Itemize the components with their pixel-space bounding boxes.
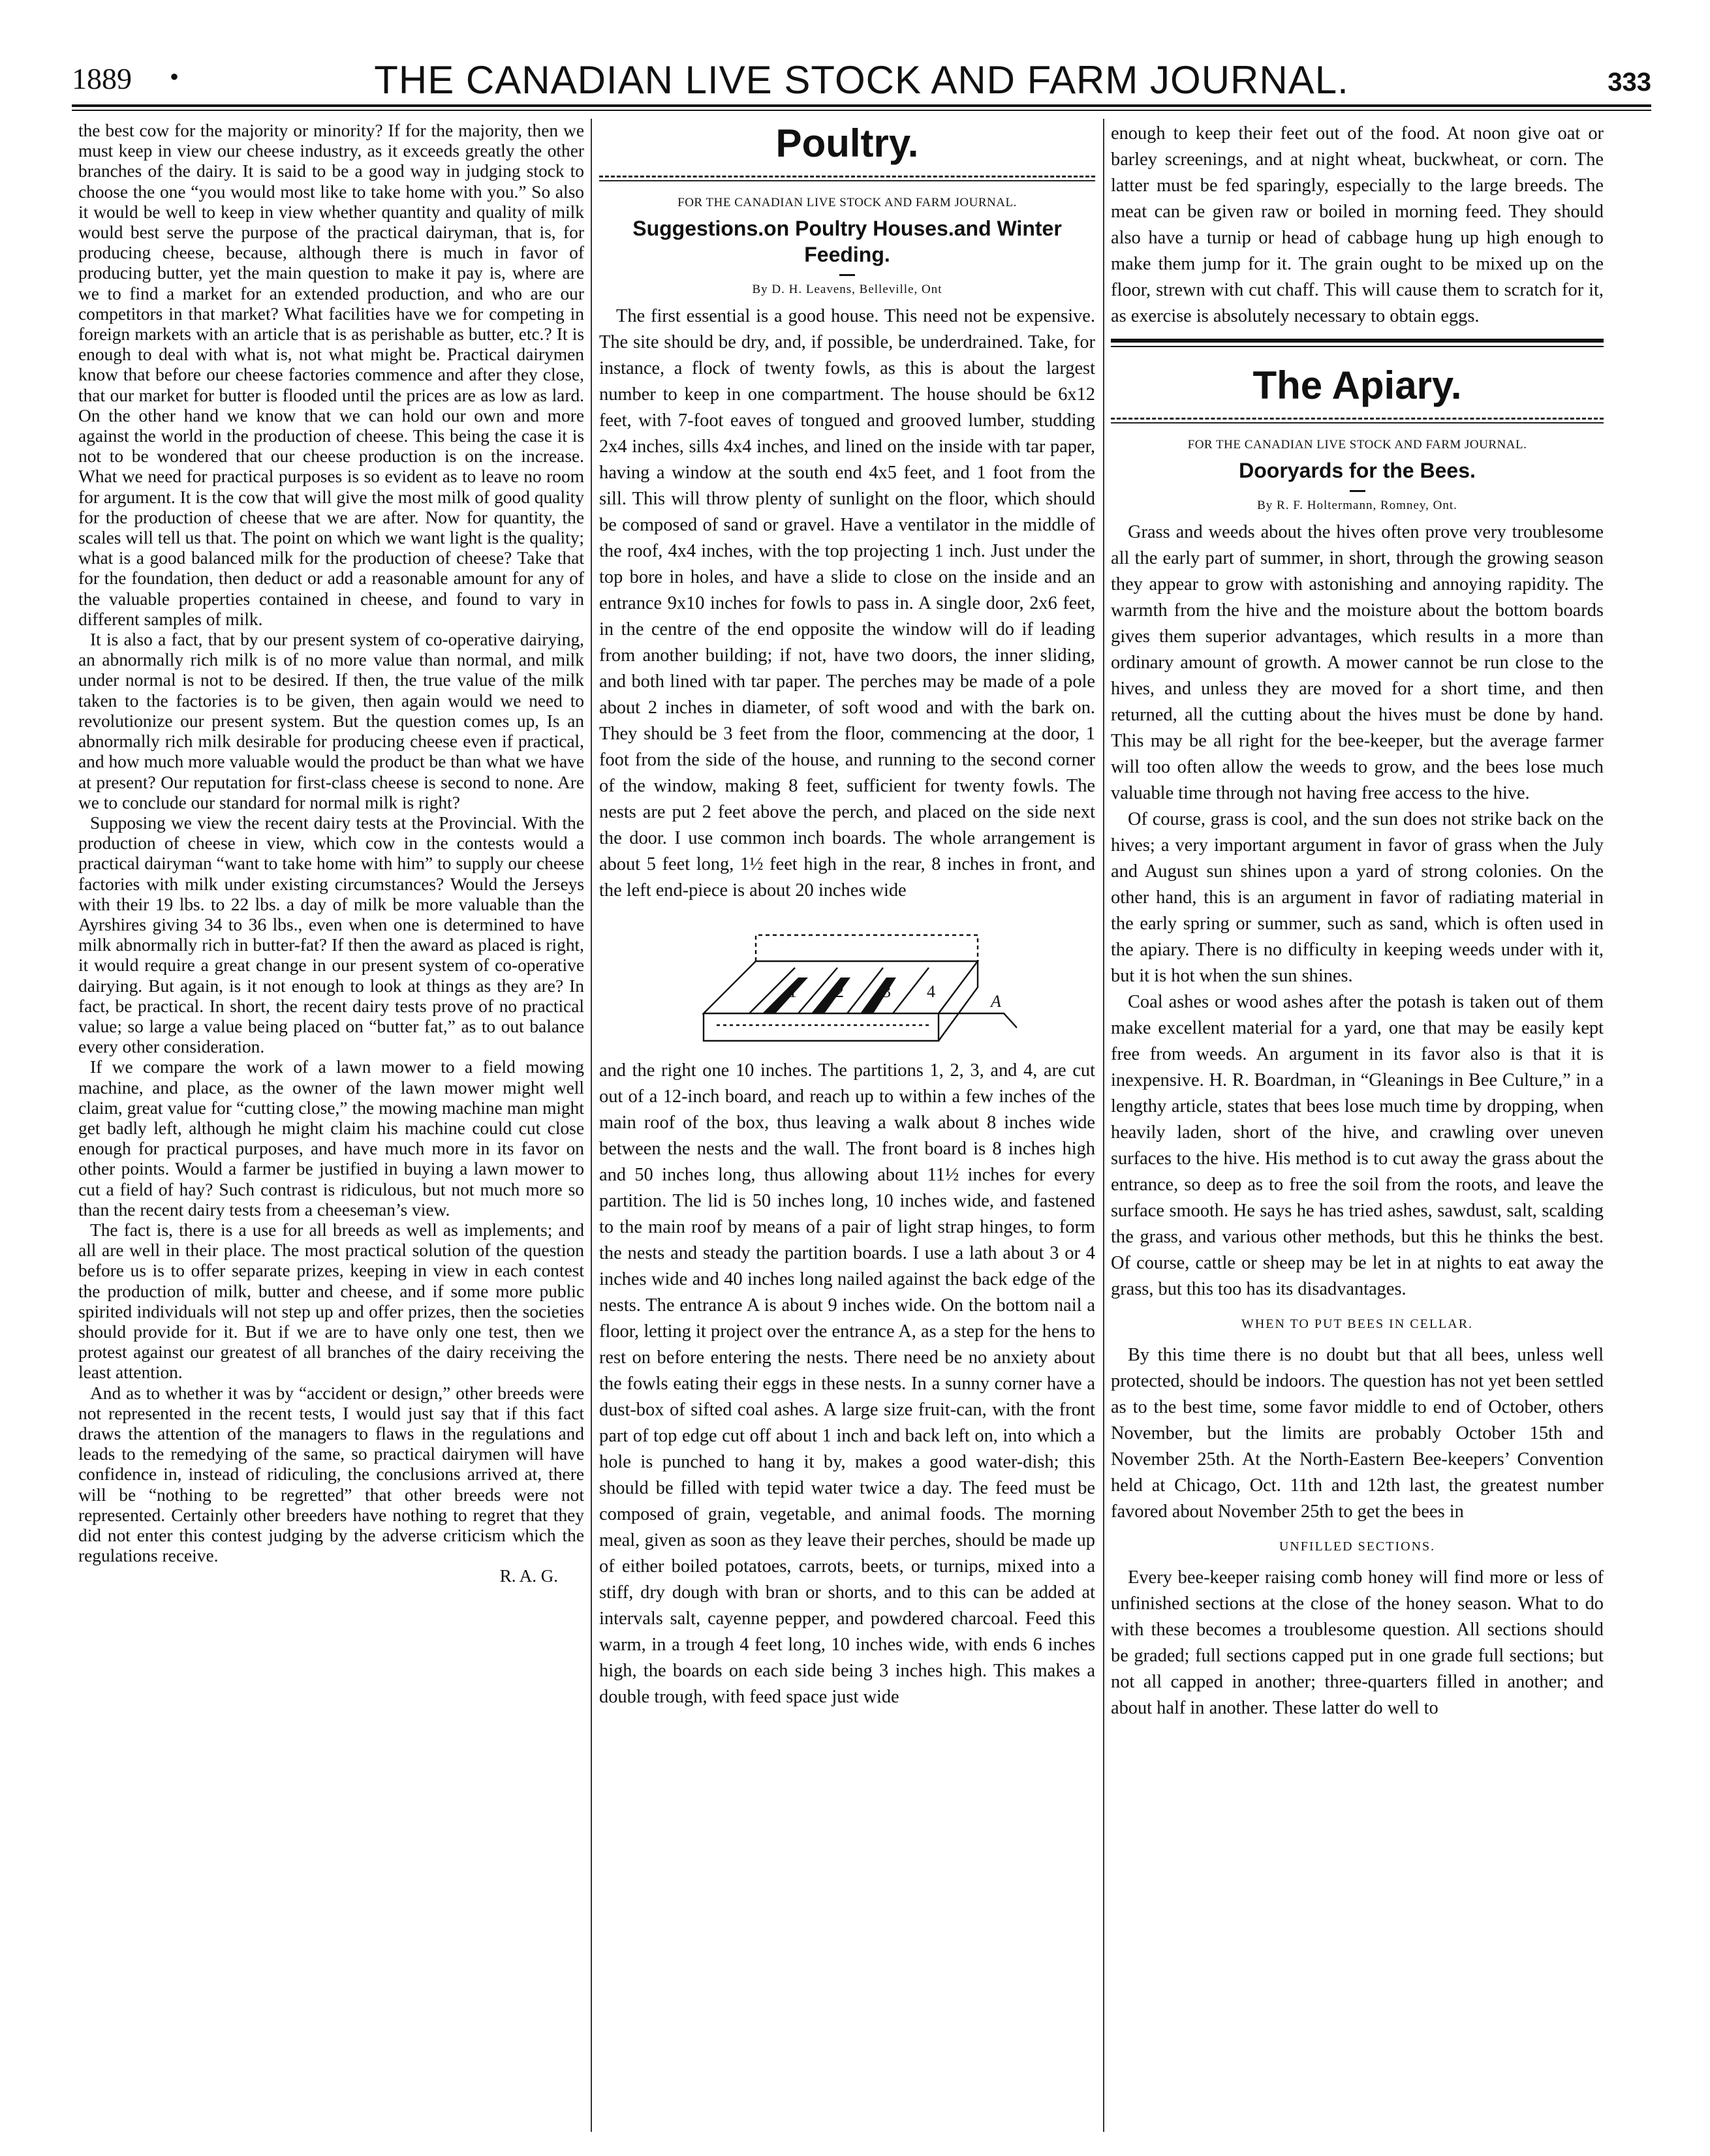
section-title-apiary: The Apiary.	[1252, 363, 1462, 407]
figure-label-2: 2	[835, 982, 844, 1001]
left-column	[78, 121, 584, 2131]
section-rule	[1111, 418, 1604, 424]
poultry-paragraph: The first essential is a good house. This need not be expensive. The site should be dry, and, if possible, be underdrained. Take, for instance, a flock of twenty fowls, as this is about the largest number to keep in one compartment. The house should be 6x12 feet, with 7-foot eaves of tongued and grooved lumber, studding 2x4 inches, sills 4x4 inches, and lined on the inside with tar paper, having a window at the south end 4x5 feet, and 1 foot from the sill. This will throw plenty of sunlight on the floor, which should be composed of sand or gravel. Have a ventilator in the middle of the roof, 4x4 inches, with the top projecting 1 inch. Just under the top bore in holes, and have a slide to close on the inside and an entrance 9x10 inches for fowls to pass in. A single door, 2x6 feet, in the centre of the end opposite the window will do if leading from another building; if not, have two doors, the inner sliding, and both lined with tar paper. The perches may be made of a pole about 2 inches in diameter, of soft wood and with the bark on. They should be 3 feet from the floor, commencing at the door, 1 foot from the side of the house, and running to the second corner of the window, making 8 feet, sufficient for twenty fowls. The nests are put 2 feet above the perch, and placed on the side next the door. I use common inch boards. The whole arrangement is about 5 feet long, 1½ feet high in the rear, 8 inches in front, and the left end-piece is about 20 inches wide	[599, 306, 1095, 901]
dairy-paragraph: It is also a fact, that by our present system of co-operative dairying, an abnormally rich milk is of no more value than normal, and milk under normal is not to be desired. If then, the true value of the milk taken to the factories is to be given, then again would we need to revolutionize our present system. But the question comes up, Is an abnormally rich milk desirable for producing cheese even if practical, and how much more valuable would the product be than what we have at present? Our reputation for first-class cheese is second to none. Are we to conclude our standard for normal milk is right?	[78, 630, 584, 812]
section-rule	[599, 176, 1095, 181]
apiary-paragraph: Every bee-keeper raising comb honey will find more or less of unfinished sections at the close of the honey season. What to do with these becomes a troublesome question. All sections should be graded; full sections capped put in one grade full sections; but not all capped in another; three-quarters filled in another; and about half in another. These latter do well to	[1111, 1567, 1604, 1718]
title-dash	[839, 274, 855, 276]
source-line: FOR THE CANADIAN LIVE STOCK AND FARM JOURNAL.	[677, 196, 1017, 209]
journal-title: THE CANADIAN LIVE STOCK AND FARM JOURNAL.	[374, 58, 1349, 102]
masthead-rule	[72, 104, 1651, 111]
article-title: Suggestions.on Poultry Houses.and Winter Feeding.	[632, 217, 1062, 266]
figure-label-4: 4	[927, 982, 935, 1001]
dairy-paragraph: Supposing we view the recent dairy tests at the Provincial. With the production of cheese in view, which cow in the contests would a practical dairyman “want to take home with him” to supply our cheese factories with milk under existing circumstances? Would the Jerseys with their 19 lbs. to 22 lbs. a day of milk be more valuable than the Ayrshires giving 34 to 36 lbs., even when one is determined to have milk abnormally rich in butter-fat? If then the award as placed is right, it would require a great change in our present system of co-operative dairying. But again, is it not enough to look at things as they are? In fact, be practical. In short, the recent dairy tests prove of no practical value; so large a value being placed on “butter fat,” as to out balance every other consideration.	[78, 812, 584, 1057]
article-signature: R. A. G.	[499, 1566, 558, 1586]
source-line: FOR THE CANADIAN LIVE STOCK AND FARM JOURNAL.	[1187, 438, 1527, 452]
dairy-paragraph: The fact is, there is a use for all breeds as well as implements; and all are well in their place. The most practical solution of the question before us is to offer separate prizes, keeping in view in each contest the production of milk, butter and cheese, and if some more public spirited individuals will not step up and offer prizes, then the societies should provide for it. But if we are to have only one test, then we protest against our greatest of all branches of the dairy receiving the least attention.	[78, 1220, 584, 1383]
article-title: Dooryards for the Bees.	[1239, 459, 1476, 482]
figure-label-3: 3	[882, 982, 891, 1001]
masthead	[72, 46, 1651, 104]
bullet-mark: •	[170, 62, 179, 91]
column-divider	[1103, 119, 1104, 2132]
dairy-paragraph: If we compare the work of a lawn mower to a field mowing machine, and place, as the owner of the lawn mower might well claim, great value for “cutting close,” the mowing machine man might get badly left, although he might claim his machine could cut close enough for practical purposes, and have much more in its favor on other points. Would a farmer be justified in buying a lawn mower to cut a field of hay? Such contrast is ridiculous, but not much more so than the recent dairy tests from a cheeseman’s view.	[78, 1057, 584, 1220]
poultry-continued-paragraph: enough to keep their feet out of the food. At noon give oat or barley screenings, and at night wheat, buckwheat, or corn. The latter must be fed sparingly, especially to the large breeds. The meat can be given raw or boiled in morning feed. They should also have a turnip or head of cabbage hung up high enough to make them jump for it. The grain ought to be mixed up on the floor, strewn with cut chaff. This will cause them to scratch for it, as exercise is absolutely necessary to obtain eggs.	[1111, 123, 1604, 326]
dairy-paragraph: the best cow for the majority or minority? If for the majority, then we must keep in view our cheese industry, as it exceeds greatly the other branches of the dairy. It is said to be a good way in judging stock to choose the one “you would most like to take home with you.” So also it would be well to keep in view whether quantity and quality of milk would best serve the purpose of the practical dairyman, that is, for producing cheese, because, although there is much in favor of producing butter, yet the main question to make it pay is, where are we to find a market for an extended production, and who are our competitors in that market? What facilities have we for competing in foreign markets with an article that is as perishable as butter, etc.? It is enough to deal with what is, not what might be. Practical dairymen know that before our cheese factories commence and after they close, that our market for butter is flooded until the prices are as low as lard. On the other hand we know that we can hold our own and more against the world in the production of cheese. This being the case it is not to be wondered that our cheese production is on the increase. What we need for practical purposes is so evident as to leave no room for argument. It is the cow that will give the most milk of good quality for the production of cheese that we are after. Now for quantity, the scales will tell us that. The point on which we want light is the quality; what is a good balanced milk for the production of cheese? Take that for the foundation, then deduct or add a reasonable amount for any of the valuable properties contained in cheese, and found to vary in different samples of milk.	[78, 121, 584, 629]
apiary-paragraph: Grass and weeds about the hives often prove very troublesome all the early part of summer, in short, through the growing season they appear to grow with astonishing and annoying rapidity. The warmth from the hive and the moisture about the bottom boards gives them superior advantages, which results in a more than ordinary amount of growth. A mower cannot be run close to the hives, and unless they are moved for a short time, and then returned, all the cutting about the hives must be done by hand. This may be all right for the bee-keeper, but the average farmer will too often allow the weeds to grow, and the bees lose much valuable time through not having free access to the hive.	[1111, 522, 1604, 803]
middle-column	[599, 121, 1095, 2131]
subheading: UNFILLED SECTIONS.	[1279, 1539, 1436, 1554]
byline: By D. H. Leavens, Belleville, Ont	[752, 283, 942, 296]
figure-label-a: A	[991, 992, 1001, 1011]
issue-year: 1889	[72, 62, 132, 95]
page-number: 333	[1608, 68, 1651, 97]
section-title-poultry: Poultry.	[775, 121, 919, 165]
dairy-paragraph: And as to whether it was by “accident or design,” other breeds were not represented in the recent tests, I would just say that if this fact draws the attention of the managers to flaws in the regulations and leads to the remedying of the same, so practical dairymen will have confidence in, instead of ridiculing, the conclusions arrived at, there will be “nothing to be regretted” that other breeds were not represented. Certainly other breeders have nothing to regret that they did not enter this contest judging by the adverse criticism which the regulations receive.	[78, 1383, 584, 1566]
byline: By R. F. Holtermann, Romney, Ont.	[1257, 499, 1457, 512]
subheading: WHEN TO PUT BEES IN CELLAR.	[1241, 1317, 1474, 1331]
nest-box-illustration	[664, 916, 1030, 1046]
section-rule	[1111, 339, 1604, 347]
poultry-paragraph: and the right one 10 inches. The partitions 1, 2, 3, and 4, are cut out of a 12-inch board, and reach up to within a few inches of the main roof of the box, thus leaving a walk about 8 inches wide between the nests and the wall. The front board is 8 inches high and 50 inches long, thus allowing about 11½ inches for every partition. The lid is 50 inches long, 10 inches wide, and fastened to the main roof by means of a pair of light strap hinges, to form the nests and steady the partition boards. I use a lath about 3 or 4 inches wide and 40 inches long nailed against the back edge of the nests. The entrance A is about 9 inches wide. On the bottom nail a floor, letting it project over the entrance A, as a step for the hens to rest on before entering the nests. There need be no anxiety about the fowls eating their eggs in these nests. In a sunny corner have a dust-box of sifted coal ashes. A large size fruit-can, with the front part of top edge cut off about 1 inch and back left on, into which a hole is punched to hang it by, makes a good water-dish; this should be filled with tepid water twice a day. The feed must be composed of grain, vegetable, and animal foods. The morning meal, given as soon as they leave their perches, should be made up of either boiled potatoes, carrots, beets, or turnips, mixed into a stiff, dry dough with bran or shorts, and to this can be added at intervals salt, cayenne pepper, and powdered charcoal. Feed this warm, in a trough 4 feet long, 10 inches wide, with ends 6 inches high, the boards on each side being 3 inches high. This makes a double trough, with feed space just wide	[599, 1060, 1095, 1707]
apiary-paragraph: By this time there is no doubt but that all bees, unless well protected, should be indoors. The question has not yet been settled as to the best time, some favor middle to end of October, others November, but the limits are probably October 15th and November 25th. At the North-Eastern Bee-keepers’ Convention held at Chicago, Oct. 11th and 12th last, the greatest number favored about November 25th to get the bees in	[1111, 1345, 1604, 1522]
figure-label-1: 1	[788, 982, 797, 1001]
apiary-paragraph: Of course, grass is cool, and the sun does not strike back on the hives; a very important argument in favor of grass when the July and August sun shines upon a yard of strong colonies. On the other hand, this is an argument in favor of radiating material in the early spring or summer, such as sand, which is often used in the apiary. There is no difficulty in keeping weeds under with it, but it is hot when the sun shines.	[1111, 809, 1604, 986]
apiary-paragraph: Coal ashes or wood ashes after the potash is taken out of them make excellent material for a yard, one that may be easily kept free from weeds. An argument in its favor also is that it is inexpensive. H. R. Boardman, in “Gleanings in Bee Culture,” in a lengthy article, states that bees lose much time by dropping, when heavily laden, short of the hive, and crawling over uneven surfaces to the hive. His method is to cut away the grass about the entrance, so deep as to free the soil from the roots, and leave the surface smooth. He says he has tried ashes, sawdust, salt, scalding the grass, and various other methods, but this he thinks the best. Of course, cattle or sheep may be let in at nights to eat away the grass, but this too has its disadvantages.	[1111, 992, 1604, 1299]
right-column	[1111, 121, 1604, 2131]
column-divider	[591, 119, 592, 2132]
title-dash	[1350, 490, 1365, 492]
